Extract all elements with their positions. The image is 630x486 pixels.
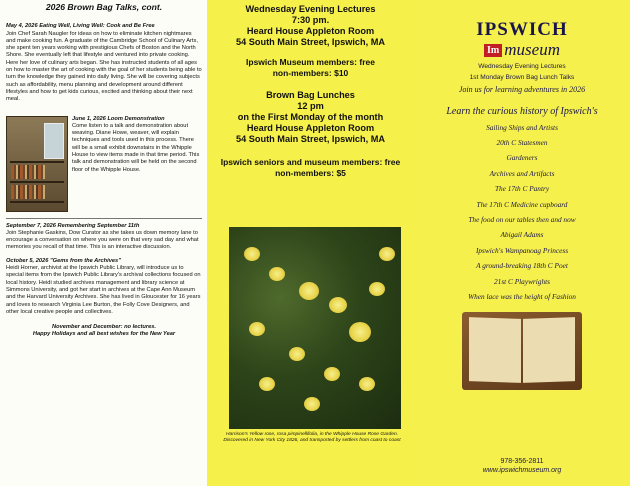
- topic-item: When lace was the height of Fashion: [468, 291, 576, 301]
- right-panel: [414, 0, 630, 486]
- logo-museum: museum: [504, 40, 560, 59]
- museum-logo: [420, 20, 624, 60]
- learn-heading: Learn the curious history of Ipswich's: [446, 105, 598, 117]
- talk-june: [6, 116, 202, 212]
- wed-nonmembers-price: non-members: $10: [272, 67, 349, 78]
- talk-title: "Gems from the Archives": [49, 257, 121, 264]
- brown-bag-title: Brown Bag Lunches: [266, 90, 355, 100]
- talk-date: September 7, 2026: [6, 222, 56, 229]
- talk-may: [6, 23, 202, 103]
- talk-october: [6, 258, 202, 316]
- talk-date: May 4, 2026: [6, 23, 38, 30]
- left-panel: [0, 0, 207, 486]
- talk-date: June 1, 2026: [72, 115, 106, 122]
- join-line: Join us for learning adventures in 2026: [458, 84, 586, 94]
- topic-item: A ground-breaking 18th C Poet: [476, 261, 568, 271]
- logo-mark: Im: [484, 44, 502, 57]
- talk-body: Join Stephanie Gaskins, Dow Curator as she takes us down memory lane to encourage a conversation on where you were on that very sad day and what memories you recall of that time. This is an interactive discussion.: [6, 229, 199, 251]
- brown-bag-seniors-price: Ipswich seniors and museum members: free: [220, 157, 401, 167]
- topic-list: [420, 120, 624, 305]
- closing-line: Happy Holidays and all best wishes for the New Year: [32, 331, 176, 338]
- topic-item: 20th C Statesmen: [496, 137, 548, 147]
- left-header-title: 2026 Brown Bag Talks,: [45, 2, 140, 12]
- brown-bag-when: on the First Monday of the month: [237, 112, 384, 122]
- brown-bag-time: 12 pm: [297, 101, 324, 111]
- wed-lectures-title: Wednesday Evening Lectures: [245, 4, 376, 14]
- divider: [6, 218, 202, 219]
- topic-item: Archives and Artifacts: [489, 168, 555, 178]
- brown-bag-place: Heard House Appleton Room: [246, 123, 375, 133]
- brown-bag-nonmembers-price: non-members: $5: [275, 167, 346, 178]
- wed-place: Heard House Appleton Room: [246, 26, 375, 36]
- talk-date: October 5, 2026: [6, 257, 49, 264]
- brown-bag-address: 54 South Main Street, Ipswich, MA: [235, 134, 386, 144]
- topic-item: The 17th C Pantry: [494, 184, 550, 194]
- website-link[interactable]: www.ipswichmuseum.org: [482, 467, 562, 474]
- talk-body: Heidi Horner, archivist at the Ipswich Public Library, will introduce us to special items from the Ipswich Public Library's archival collections focused on local history. Heidi studied archives management and library science at Simmons University, and got her start in archives at the Cape Ann Museum and the Harvard University Archives. She has lived in Gloucester for 16 years and loves to research Virginia Lee Burton, the Folly Cove Designers, and other local creative people and collectives.: [6, 265, 201, 315]
- talk-title: Eating Well, Living Well: Cook and Be Free: [39, 23, 155, 30]
- yellow-rose-photo: [229, 227, 401, 429]
- loom-room-photo: [6, 116, 68, 212]
- phone-number: 978-356-2811: [500, 458, 544, 465]
- series-line: Wednesday Evening Lectures: [478, 63, 566, 70]
- topic-item: The 17th C Medicine cupboard: [476, 199, 568, 209]
- contact-info: [414, 457, 630, 475]
- talk-body: Come listen to a talk and demonstration about weaving. Diane Howe, weaver, will explain techniques and tools used in this process. There will be a small exhibit downstairs in the Whipple House to view items made in that time period. This talk and demonstration will be held on the second floor of the Whipple House.: [72, 122, 200, 173]
- talk-body: Join Chef Sarah Naugler for ideas on how to eliminate kitchen nightmares and make cooking fun. A graduate of the Cambridge School of Culinary Arts, she spent ten years working with prestigious Chefs of Boston and the North Shore. She eventually left that lifestyle and ventured into private cooking. Here her love of culinary arts began. She has instructed students of all ages on how to master the art of cooking with the goal of her students being able to turn the knowledge they gained into daily living. She will be covering subjects such as affordability, menu planning and development around different lifestyles and how to get kids curious, excited and thinking about their next meal.: [6, 30, 202, 103]
- wed-members-price: Ipswich Museum members: free: [246, 57, 375, 67]
- topic-item: Ipswich's Wampanoag Princess: [475, 245, 569, 255]
- middle-panel: [207, 0, 414, 486]
- left-header: [6, 4, 202, 11]
- photo-caption: Harrison's Yellow rose, rosa pimpinellifolia, in the Whipple House Rose Garden. Discovered in New York City 1826, and transported by settlers from coast to coast: [223, 432, 401, 444]
- left-header-suffix: cont.: [141, 2, 163, 12]
- wed-time: 7:30 pm.: [291, 15, 330, 25]
- series-line: 1st Monday Brown Bag Lunch Talks: [469, 74, 575, 82]
- topic-item: 21st C Playwrights: [494, 276, 550, 286]
- talk-title: Remembering September 11th: [57, 222, 140, 229]
- topic-item: Sailing Ships and Artists: [486, 122, 558, 132]
- topic-item: Abigail Adams: [500, 230, 544, 240]
- closing-line: November and December: no lectures.: [52, 324, 156, 331]
- wed-address: 54 South Main Street, Ipswich, MA: [235, 37, 386, 47]
- topic-item: The food on our tables then and now: [468, 214, 576, 224]
- old-book-photo: [462, 312, 582, 390]
- talk-september: [6, 223, 202, 252]
- talk-title: Loom Demonstration: [107, 115, 165, 122]
- logo-ipswich: IPSWICH: [476, 19, 568, 40]
- closing-note: [6, 324, 202, 339]
- topic-item: Gardeners: [506, 153, 538, 163]
